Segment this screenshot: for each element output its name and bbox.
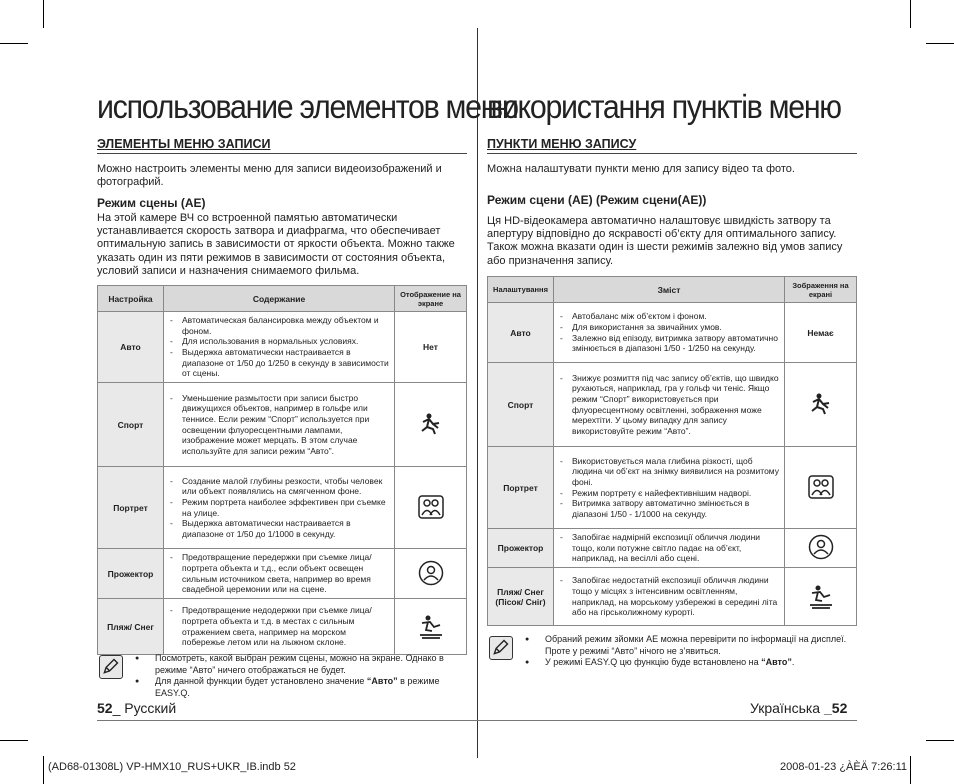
note-icon: [489, 636, 513, 660]
portrait-icon: [808, 474, 834, 500]
list-item: - Знижує розмиття під час запису об’єктів, що швидко рухаються, наприклад, гра у гольф чи теніс. Якщо режим “Спорт” використовується при флуоресцентному освітленні, зображення може мерехтіти. У цьому випадку для запису використовуйте режим “Авто”.: [558, 373, 780, 437]
list-item: - Використовується мала глибина різкості, щоб людина чи об’єкт на знімку виявилися на розмитому фоні.: [558, 456, 780, 488]
crop-mark: [43, 756, 44, 784]
note-box: [97, 653, 467, 699]
list-item: - Автобаланс між об’єктом і фоном.: [558, 311, 780, 322]
list-item: - Выдержка автоматически настраивается в диапазоне от 1/50 до 1/250 в секунду в зависимости от сцены.: [168, 347, 390, 379]
list-item: - Режим портрета наиболее эффективен при съемке на улице.: [168, 497, 390, 518]
list-item: - Выдержка автоматически настраивается в диапазоне от 1/50 до 1/1000 в секунду.: [168, 518, 390, 539]
crop-mark: [926, 43, 954, 44]
pencil-icon: [100, 656, 121, 677]
list-item: - Для використання за звичайних умов.: [558, 322, 780, 333]
footer-right: [750, 700, 847, 716]
page-number: 52: [97, 700, 113, 716]
table-row: [98, 467, 467, 549]
list-item: - Режим портрету є найефективнішим надворі.: [558, 488, 780, 499]
list-item: - Запобігає недостатній експозиції обличчя людини тощо у місцях з інтенсивним освітленням, наприклад, на морському узбережжі в середині літа або на гірськолижному курорті.: [558, 575, 780, 617]
col-header-display: Зображення на екрані: [785, 277, 857, 303]
page-title: использование элементов меню: [97, 88, 518, 125]
list-item: - Предотвращение недодержки при съемке лица/портрета объекта и т.д. в местах с сильным отражением света, например на морском побережье летом или на лыжном склоне.: [168, 605, 390, 647]
page-number: _52: [824, 700, 848, 716]
footer-left: [97, 700, 176, 716]
col-header-content: Зміст: [554, 277, 785, 303]
list-item: - Витримка затвору автоматично змінюється в діапазоні 1/50 - 1/1000 на секунду.: [558, 498, 780, 519]
list-item: - Запобігає надмірній експозиції обличчя людини тощо, коли потужне світло падає на об’єкт, наприклад, на весіллі або сцені.: [558, 532, 780, 564]
table-row: [98, 383, 467, 467]
crop-mark: [910, 0, 911, 28]
subheading: Режим сцены (AE): [97, 196, 206, 210]
footer-language: Українська: [750, 700, 824, 716]
crop-mark: [43, 0, 44, 28]
row-name: Авто: [488, 303, 554, 363]
note-box: [487, 634, 857, 674]
note-item: ● Для данной функции будет установлено значение “Авто” в режиме EASY.Q.: [133, 676, 467, 699]
print-date-info: 2008-01-23 ¿ÀÈÄ 7:26:11: [780, 761, 907, 773]
sport-icon: [418, 411, 444, 437]
crop-mark: [0, 43, 28, 44]
list-item: - Для использования в нормальных условиях.: [168, 336, 390, 347]
row-display: Немає: [785, 303, 857, 363]
page-fold: [477, 28, 478, 758]
beach-snow-icon: [418, 613, 444, 639]
print-file-info: (AD68-01308L) VP-HMX10_RUS+UKR_IB.indb 52: [48, 761, 296, 773]
table-row: [98, 599, 467, 655]
list-item: - Залежно від епізоду, витримка затвору автоматично змінюється в діапазоні 1/50 - 1/250 на секунду.: [558, 333, 780, 354]
scene-table: [97, 285, 467, 655]
pencil-icon: [490, 637, 511, 658]
col-header-content: Содержание: [164, 286, 395, 312]
col-header-display: Отображение на экране: [395, 286, 467, 312]
row-name: Пляж/ Снег (Пісок/ Сніг): [488, 568, 554, 626]
section-heading: ПУНКТИ МЕНЮ ЗАПИСУ: [487, 137, 857, 154]
row-name: Прожектор: [488, 529, 554, 568]
crop-mark: [926, 740, 954, 741]
col-header-setting: Налаштування: [488, 277, 554, 303]
section-heading: ЭЛЕМЕНТЫ МЕНЮ ЗАПИСИ: [97, 137, 467, 154]
table-row: [98, 549, 467, 599]
crop-mark: [0, 740, 28, 741]
page-title: використання пунктів меню: [487, 88, 841, 125]
row-name: Прожектор: [98, 549, 164, 599]
list-item: - Создание малой глубины резкости, чтобы человек или объект появлялись на смягченном фоне.: [168, 476, 390, 497]
spotlight-icon: [418, 560, 444, 586]
body-text: Ця HD-відеокамера автоматично налаштовує швидкість затвору та апертуру відповідно до яскравості об’єкту для оптимального запису. Також можна вказати один із шести режимів залежно від умов запису або призначення запису.: [487, 215, 843, 267]
note-item: ● Посмотреть, какой выбран режим сцены, можно на экране. Однако в режиме “Авто” ничего отображаться не будет.: [133, 653, 467, 676]
list-item: - Автоматическая балансировка между объектом и фоном.: [168, 315, 390, 336]
table-row: [488, 529, 857, 568]
sport-icon: [808, 391, 834, 417]
scene-table: [487, 276, 857, 626]
portrait-icon: [418, 494, 444, 520]
body-text: На этой камере ВЧ со встроенной памятью автоматически устанавливается скорость затвора и диафрагма, что обеспечивает оптимальную запись в зависимости от яркости объекта. Можно также указать один из пяти режимов в зависимости от состояния объекта, условий записи и назначения снимаемого фильма.: [97, 212, 455, 277]
row-name: Спорт: [488, 363, 554, 447]
row-name: Спорт: [98, 383, 164, 467]
row-display: Нет: [395, 312, 467, 383]
subheading: Режим сцени (AE) (Режим сцени(AE)): [487, 193, 707, 207]
intro-text: Можна налаштувати пункти меню для запису відео та фото.: [487, 163, 795, 175]
footer-divider: [97, 720, 857, 721]
spotlight-icon: [808, 534, 834, 560]
list-item: - Предотвращение передержки при съемке лица/портрета объекта и т.д., если объект освещен сильным источником света, например во время свадебной церемонии или на сцене.: [168, 552, 390, 594]
footer-language: _ Русский: [112, 700, 177, 716]
crop-mark: [910, 756, 911, 784]
table-row: [98, 312, 467, 383]
row-name: Авто: [98, 312, 164, 383]
table-row: [488, 568, 857, 626]
intro-text: Можно настроить элементы меню для записи видеоизображений и фотографий.: [97, 163, 442, 188]
note-item: ● У режимі EASY.Q цю функцію буде встановлено на “Авто”.: [523, 657, 857, 669]
table-row: [488, 363, 857, 447]
col-header-setting: Настройка: [98, 286, 164, 312]
row-name: Портрет: [98, 467, 164, 549]
list-item: - Уменьшение размытости при записи быстро движущихся объектов, например в гольфе или теннисе. Если режим “Спорт” используется при освещении флуоресцентными лампами, изображение может мерцать. В этом случае используйте для записи режим “Авто”.: [168, 393, 390, 457]
note-item: ● Обраний режим зйомки AE можна перевірити по інформації на дисплеї. Проте у режимі “Авто” нічого не з’явиться.: [523, 634, 857, 657]
row-name: Портрет: [488, 447, 554, 529]
note-icon: [99, 655, 123, 679]
table-row: [488, 303, 857, 363]
table-row: [488, 447, 857, 529]
row-name: Пляж/ Снег: [98, 599, 164, 655]
beach-snow-icon: [808, 583, 834, 609]
